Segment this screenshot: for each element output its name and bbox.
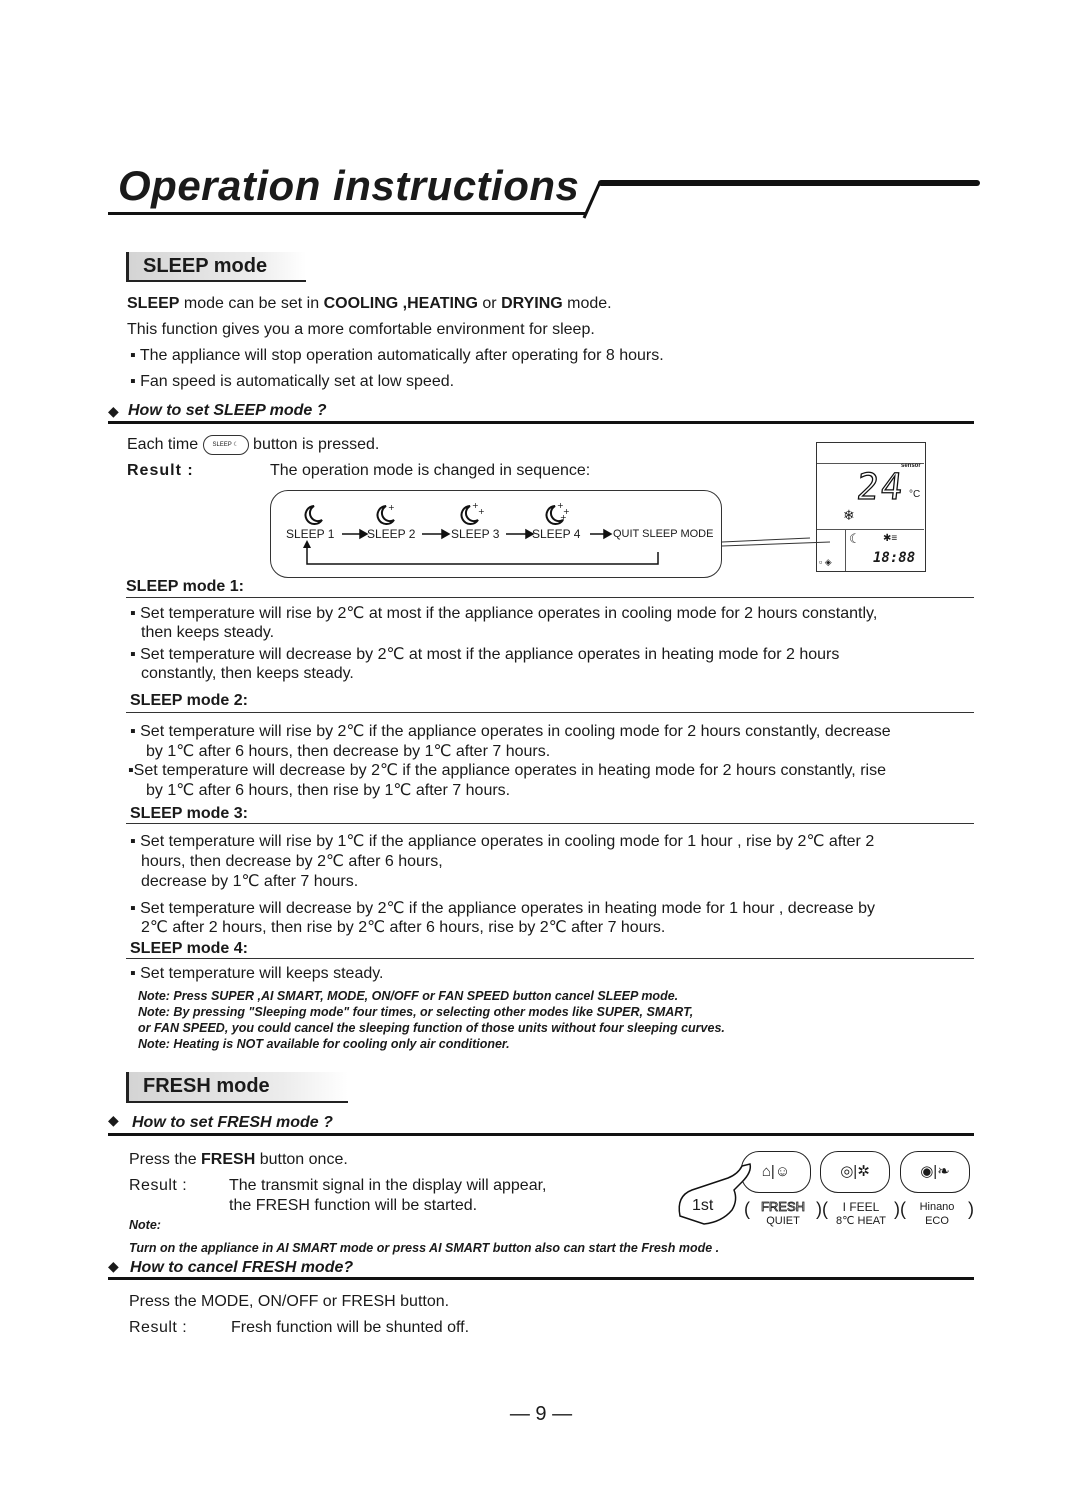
fresh-heading-text: FRESH mode bbox=[143, 1075, 270, 1097]
callout-label: 1st bbox=[692, 1197, 714, 1214]
divider bbox=[126, 712, 974, 713]
display-sensor-label: sensor bbox=[901, 463, 921, 469]
eco-button[interactable] bbox=[900, 1151, 970, 1193]
title-divider bbox=[580, 180, 604, 220]
divider bbox=[108, 1133, 974, 1136]
svg-text:+: + bbox=[472, 501, 479, 510]
ifeel-icon: ◎|✲ bbox=[840, 1163, 870, 1180]
sleep-mode-3-bullet-cont: hours, then decrease by 2℃ after 6 hours, bbox=[141, 853, 443, 870]
sleep-bullet-1: ▪ The appliance will stop operation automatically after operating for 8 hours. bbox=[130, 347, 664, 364]
fresh-howto-set-heading: How to set FRESH mode ? bbox=[132, 1114, 333, 1131]
display-divider bbox=[817, 529, 924, 530]
sleep-result-label: Result : bbox=[127, 462, 194, 479]
svg-text:+: + bbox=[563, 507, 570, 516]
divider bbox=[126, 823, 974, 824]
button-label: ( I FEEL 8℃ HEAT ) bbox=[822, 1199, 900, 1227]
sequence-step: QUIT SLEEP MODE bbox=[613, 528, 714, 540]
fresh-result-line1: The transmit signal in the display will appear, bbox=[229, 1177, 547, 1194]
sleep-howto-heading: How to set SLEEP mode ? bbox=[128, 402, 327, 419]
sequence-step: SLEEP 2 bbox=[367, 527, 416, 541]
sleep-mode-2-bullet: ▪Set temperature will decrease by 2℃ if the appliance operates in heating mode for 2 hours constantly, rise bbox=[128, 762, 886, 779]
eco-icon: ◉|❧ bbox=[920, 1163, 950, 1180]
svg-text:+: + bbox=[478, 507, 485, 516]
sleep-mode-2-bullet-cont: by 1℃ after 6 hours, then decrease by 1℃ after 7 hours. bbox=[146, 743, 551, 760]
display-unit: °C bbox=[909, 489, 921, 500]
fresh-result-line2: the FRESH function will be started. bbox=[229, 1197, 478, 1214]
each-time-line: Each time SLEEP ☾ button is pressed. bbox=[127, 436, 380, 454]
note: Note: Heating is NOT available for cooling only air conditioner. bbox=[138, 1037, 510, 1051]
button-label: ( FRESH QUIET ) bbox=[744, 1199, 822, 1227]
divider bbox=[108, 421, 974, 424]
title-bar bbox=[598, 180, 980, 186]
sleep-mode-1-bullet-cont: then keeps steady. bbox=[141, 624, 275, 641]
diamond-icon: ◆ bbox=[108, 1258, 119, 1274]
svg-text:+: + bbox=[557, 501, 564, 510]
sequence-step: SLEEP 4 bbox=[532, 527, 581, 541]
sleep-intro: SLEEP mode can be set in COOLING ,HEATING or DRYING mode. bbox=[127, 295, 612, 312]
display-divider bbox=[845, 529, 846, 571]
fresh-howto-cancel-heading: How to cancel FRESH mode? bbox=[130, 1259, 354, 1276]
sleep-mode-4-title: SLEEP mode 4: bbox=[130, 940, 248, 957]
fresh-note-label: Note: bbox=[129, 1218, 161, 1232]
ifeel-button[interactable] bbox=[820, 1151, 890, 1193]
fresh-section-heading bbox=[126, 1072, 348, 1103]
fan-icon: ✱≡ bbox=[883, 533, 898, 544]
fresh-cancel-result-text: Fresh function will be shunted off. bbox=[231, 1319, 470, 1336]
sleep-section-heading bbox=[126, 252, 306, 282]
sleep-bullet-2: ▪ Fan speed is automatically set at low speed. bbox=[130, 373, 455, 390]
display-time: 18:88 bbox=[873, 550, 916, 566]
sequence-step: SLEEP 3 bbox=[451, 527, 500, 541]
sleep-intro-line2: This function gives you a more comfortable environment for sleep. bbox=[127, 321, 595, 338]
note: Note: Press SUPER ,AI SMART, MODE, ON/OFF or FAN SPEED button cancel SLEEP mode. bbox=[138, 989, 679, 1003]
snowflake-icon: ❄ bbox=[843, 507, 855, 523]
moon-icon: ☾ bbox=[849, 531, 861, 546]
sleep-heading-text: SLEEP mode bbox=[143, 255, 268, 277]
fresh-result-label: Result : bbox=[129, 1177, 188, 1194]
divider bbox=[126, 958, 974, 959]
diamond-icon: ◆ bbox=[108, 1112, 119, 1128]
fresh-note-text: Turn on the appliance in AI SMART mode or press AI SMART button also can start the Fresh mode . bbox=[129, 1241, 720, 1255]
divider bbox=[108, 1277, 974, 1280]
fresh-cancel-result-label: Result : bbox=[129, 1319, 188, 1336]
sleep-mode-1-bullet-cont: constantly, then keeps steady. bbox=[141, 665, 354, 682]
sleep-mode-4-bullet: ▪ Set temperature will keeps steady. bbox=[130, 965, 384, 982]
sleep-mode-2-bullet-cont: by 1℃ after 6 hours, then rise by 1℃ after 7 hours. bbox=[146, 782, 511, 799]
fresh-icon: ⌂|☺ bbox=[761, 1163, 791, 1180]
sleep-mode-3-bullet: ▪ Set temperature will rise by 1℃ if the appliance operates in cooling mode for 1 hour , rise by 2℃ after 2 bbox=[130, 833, 875, 850]
sleep-mode-1-bullet: ▪ Set temperature will decrease by 2℃ at most if the appliance operates in heating mode for 2 hours bbox=[130, 646, 840, 663]
sleep-result-text: The operation mode is changed in sequence: bbox=[270, 462, 591, 479]
sleep-mode-2-bullet: ▪ Set temperature will rise by 2℃ if the appliance operates in cooling mode for 2 hours constantly, decrease bbox=[130, 723, 891, 740]
sleep-mode-3-bullet-cont: 2℃ after 2 hours, then rise by 2℃ after 6 hours, rise by 2℃ after 7 hours. bbox=[141, 919, 666, 936]
button-label: ( Hinano ECO ) bbox=[900, 1199, 974, 1227]
note: Note: By pressing "Sleeping mode" four times, or selecting other modes like SUPER, SMART, bbox=[138, 1005, 694, 1019]
fresh-press-line: Press the FRESH button once. bbox=[129, 1151, 348, 1168]
signal-icon: ▫ ◈ bbox=[819, 557, 832, 567]
sleep-mode-3-bullet: ▪ Set temperature will decrease by 2℃ if the appliance operates in heating mode for 1 hour , decrease by bbox=[130, 900, 875, 917]
page-title: Operation instructions bbox=[118, 162, 580, 209]
display-temperature: 24 bbox=[854, 467, 907, 508]
sleep-mode-3-bullet-cont: decrease by 1℃ after 7 hours. bbox=[141, 873, 359, 890]
diamond-icon: ◆ bbox=[108, 403, 119, 419]
sleep-mode-2-title: SLEEP mode 2: bbox=[130, 692, 248, 709]
divider bbox=[126, 597, 974, 598]
svg-text:+: + bbox=[560, 513, 567, 522]
remote-display bbox=[816, 442, 926, 572]
sleep-button-icon: SLEEP ☾ bbox=[203, 435, 249, 455]
sequence-step: SLEEP 1 bbox=[286, 527, 335, 541]
fresh-cancel-press: Press the MODE, ON/OFF or FRESH button. bbox=[129, 1293, 450, 1310]
note: or FAN SPEED, you could cancel the sleeping function of those units without four sleeping curves. bbox=[138, 1021, 725, 1035]
title-underline bbox=[108, 212, 586, 215]
sleep-mode-1-bullet: ▪ Set temperature will rise by 2℃ at most if the appliance operates in cooling mode for 2 hours constantly, bbox=[130, 605, 878, 622]
page-number: — 9 — bbox=[509, 1403, 573, 1425]
svg-text:+: + bbox=[388, 503, 395, 512]
sleep-mode-1-title: SLEEP mode 1: bbox=[126, 578, 244, 595]
sleep-mode-3-title: SLEEP mode 3: bbox=[130, 805, 248, 822]
